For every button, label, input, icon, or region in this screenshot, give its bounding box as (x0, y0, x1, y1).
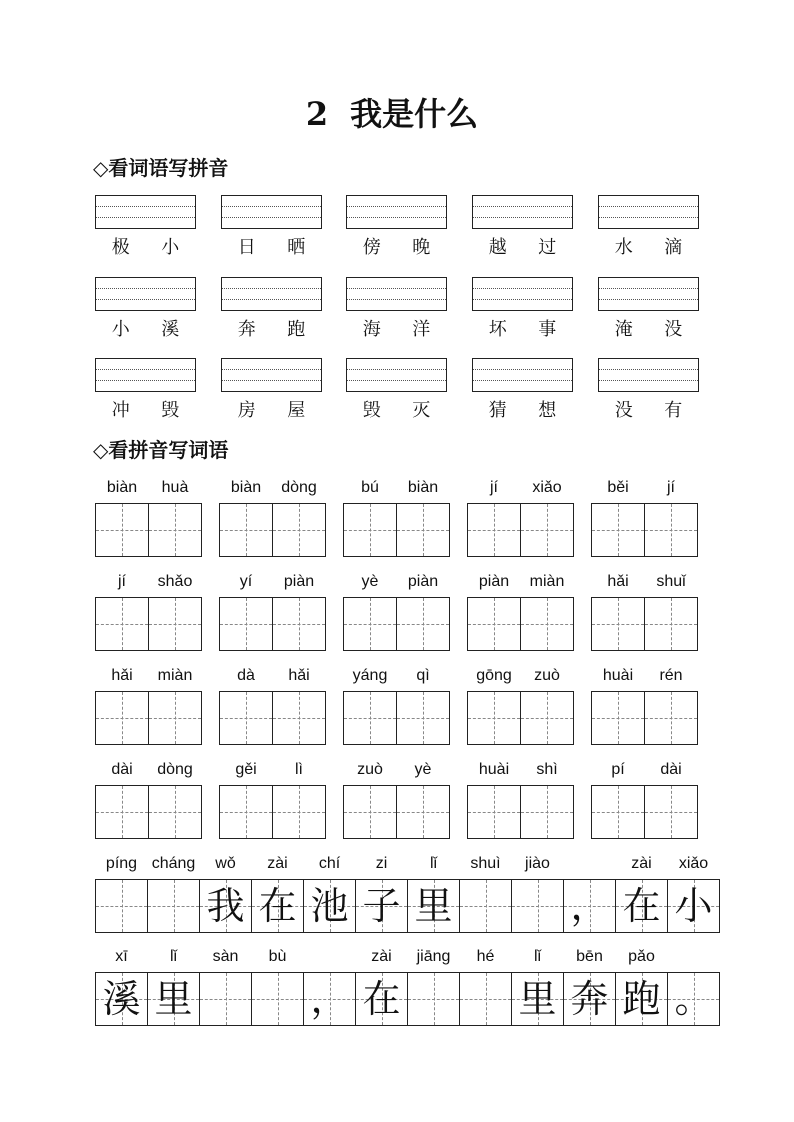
tianzige-cell (303, 855, 356, 933)
word-char: 没 (664, 319, 683, 340)
word-writing-grid (467, 479, 574, 557)
tianzige-cell[interactable] (343, 761, 397, 839)
tianzige-cell[interactable] (511, 855, 564, 933)
word-char: 猜 (488, 400, 507, 421)
pinyin-writing-box[interactable] (472, 195, 573, 258)
tianzige-cell[interactable] (148, 761, 202, 839)
pinyin-label: lǐ (429, 855, 438, 872)
word-writing-grid (591, 667, 698, 745)
word-writing-grid (467, 573, 574, 651)
pinyin-writing-box[interactable] (221, 277, 322, 340)
tianzige-cell[interactable] (343, 573, 397, 651)
word-char: 淹 (614, 319, 633, 340)
pinyin-label: yáng (352, 667, 388, 684)
tianzige-cell[interactable] (343, 667, 397, 745)
pinyin-label: chí (318, 855, 341, 872)
word-char: 过 (538, 237, 557, 258)
pinyin-label: biàn (230, 479, 262, 496)
tianzige-cell[interactable] (272, 573, 326, 651)
sentence-grid (95, 948, 720, 1026)
pinyin-label: sàn (212, 948, 239, 965)
word-char: 洋 (412, 319, 431, 340)
tianzige-cell[interactable] (459, 855, 512, 933)
tianzige-cell[interactable] (148, 573, 202, 651)
pinyin-label: biàn (407, 479, 439, 496)
word-writing-grid (95, 667, 202, 745)
sentence-char: 溪 (102, 977, 141, 1021)
sentence-char: 里 (154, 977, 193, 1021)
pinyin-writing-box[interactable] (95, 277, 196, 340)
tianzige-cell[interactable] (396, 573, 450, 651)
tianzige-cell (615, 948, 668, 1026)
pinyin-label: biàn (106, 479, 138, 496)
pinyin-label: huài (478, 761, 510, 778)
pinyin-label: zài (371, 948, 392, 965)
word-writing-grid (219, 761, 326, 839)
pinyin-label: piàn (478, 573, 510, 590)
sentence-char: 在 (362, 977, 401, 1021)
sentence-char: 里 (518, 977, 557, 1021)
tianzige-cell[interactable] (148, 479, 202, 557)
word-char: 溪 (161, 319, 180, 340)
sentence-char: 在 (258, 884, 297, 928)
word-writing-grid (591, 479, 698, 557)
tianzige-cell (355, 948, 408, 1026)
word-writing-grid (343, 573, 450, 651)
word-char: 日 (237, 237, 256, 258)
pinyin-label: hé (476, 948, 495, 965)
tianzige-cell[interactable] (219, 573, 273, 651)
word-writing-grid (219, 667, 326, 745)
pinyin-label: gōng (476, 667, 512, 684)
pinyin-label: piàn (407, 573, 439, 590)
tianzige-cell[interactable] (251, 948, 304, 1026)
pinyin-label: jí (490, 479, 498, 496)
tianzige-cell (615, 855, 668, 933)
word-char: 没 (614, 400, 633, 421)
tianzige-cell[interactable] (272, 479, 326, 557)
word-char: 毁 (161, 400, 180, 421)
pinyin-label: gěi (235, 761, 257, 778)
pinyin-label: dòng (281, 479, 317, 496)
word-char: 房 (237, 400, 256, 421)
pinyin-writing-box[interactable] (346, 195, 447, 258)
word-writing-grid (343, 479, 450, 557)
pinyin-label: běi (607, 479, 629, 496)
pinyin-writing-box[interactable] (598, 195, 699, 258)
word-char: 屋 (287, 400, 306, 421)
tianzige-cell[interactable] (272, 761, 326, 839)
pinyin-label: zuò (357, 761, 383, 778)
word-writing-grid (591, 761, 698, 839)
word-writing-grid (219, 573, 326, 651)
tianzige-cell[interactable] (396, 479, 450, 557)
word-writing-grid (219, 479, 326, 557)
tianzige-cell (563, 879, 616, 933)
pinyin-label: dài (111, 761, 133, 778)
pinyin-label: dòng (157, 761, 193, 778)
tianzige-cell[interactable] (95, 573, 149, 651)
pinyin-label: bú (361, 479, 379, 496)
tianzige-cell[interactable] (148, 667, 202, 745)
tianzige-cell[interactable] (467, 573, 521, 651)
word-writing-grid (95, 479, 202, 557)
tianzige-cell[interactable] (644, 573, 698, 651)
tianzige-cell[interactable] (644, 667, 698, 745)
tianzige-cell[interactable] (95, 667, 149, 745)
pinyin-label: shì (536, 761, 558, 778)
tianzige-cell[interactable] (396, 761, 450, 839)
word-char: 水 (614, 237, 633, 258)
pinyin-label: lì (295, 761, 303, 778)
tianzige-cell[interactable] (219, 667, 273, 745)
pinyin-label: wǒ (215, 855, 236, 872)
pinyin-writing-box[interactable] (346, 277, 447, 340)
pinyin-writing-box[interactable] (95, 358, 196, 421)
tianzige-cell (251, 855, 304, 933)
sentence-char: 小 (674, 884, 713, 928)
pinyin-label: yè (361, 573, 379, 590)
tianzige-cell (95, 948, 148, 1026)
tianzige-cell[interactable] (219, 761, 273, 839)
pinyin-writing-box[interactable] (346, 358, 447, 421)
word-writing-grid (343, 761, 450, 839)
pinyin-label: dà (237, 667, 255, 684)
word-writing-grid (95, 761, 202, 839)
word-char: 小 (111, 319, 130, 340)
tianzige-cell[interactable] (520, 667, 574, 745)
tianzige-cell[interactable] (591, 761, 645, 839)
tianzige-cell (667, 972, 720, 1026)
word-writing-grid (591, 573, 698, 651)
punctuation-mark: ， (570, 884, 609, 928)
word-char: 傍 (362, 237, 381, 258)
pinyin-writing-box[interactable] (221, 195, 322, 258)
tianzige-cell[interactable] (219, 479, 273, 557)
tianzige-cell (147, 948, 200, 1026)
sentence-char: 奔 (570, 977, 609, 1021)
tianzige-cell (563, 948, 616, 1026)
word-writing-grid (343, 667, 450, 745)
word-char: 晚 (412, 237, 431, 258)
pinyin-label: shuì (470, 855, 501, 872)
tianzige-cell[interactable] (95, 855, 148, 933)
pinyin-label: huà (161, 479, 189, 496)
pinyin-label: pí (611, 761, 625, 778)
word-char: 冲 (111, 400, 130, 421)
pinyin-writing-box[interactable] (95, 195, 196, 258)
tianzige-cell[interactable] (272, 667, 326, 745)
tianzige-cell (511, 948, 564, 1026)
sentence-char: 在 (622, 884, 661, 928)
lesson-number: 2 (305, 95, 329, 133)
section-heading-write-words: ◇看拼音写词语 (93, 438, 229, 462)
word-char: 滴 (664, 237, 683, 258)
pinyin-label: yè (414, 761, 432, 778)
pinyin-label: zài (267, 855, 288, 872)
pinyin-label: zi (375, 855, 388, 872)
word-char: 晒 (287, 237, 306, 258)
tianzige-cell[interactable] (591, 667, 645, 745)
word-char: 想 (538, 400, 557, 421)
sentence-char: 我 (206, 884, 245, 928)
pinyin-writing-box[interactable] (472, 277, 573, 340)
word-writing-grid (467, 761, 574, 839)
pinyin-label: lǐ (533, 948, 542, 965)
pinyin-label: zuò (534, 667, 560, 684)
word-char: 坏 (488, 319, 507, 340)
word-char: 极 (111, 237, 130, 258)
word-writing-grid (95, 573, 202, 651)
tianzige-cell[interactable] (591, 573, 645, 651)
word-char: 奔 (237, 319, 256, 340)
word-char: 灭 (412, 400, 431, 421)
pinyin-label: xiǎo (678, 855, 709, 872)
word-char: 小 (161, 237, 180, 258)
sentence-char: 跑 (622, 977, 661, 1021)
word-char: 事 (538, 319, 557, 340)
pinyin-label: shǎo (157, 573, 193, 590)
pinyin-label: miàn (157, 667, 193, 684)
pinyin-label: piàn (283, 573, 315, 590)
tianzige-cell[interactable] (520, 479, 574, 557)
pinyin-label: xī (115, 948, 128, 965)
tianzige-cell (407, 855, 460, 933)
word-char: 有 (664, 400, 683, 421)
pinyin-label: jiāng (416, 948, 451, 965)
section-heading-write-pinyin: ◇看词语写拼音 (93, 156, 229, 180)
tianzige-cell (355, 855, 408, 933)
pinyin-label: xiǎo (532, 479, 562, 496)
tianzige-cell[interactable] (644, 761, 698, 839)
tianzige-cell (199, 855, 252, 933)
pinyin-label: miàn (529, 573, 565, 590)
pinyin-label: jiào (525, 855, 550, 872)
pinyin-label: bù (268, 948, 287, 965)
tianzige-cell[interactable] (199, 948, 252, 1026)
tianzige-cell[interactable] (520, 761, 574, 839)
tianzige-cell[interactable] (644, 479, 698, 557)
pinyin-label: hǎi (607, 573, 629, 590)
punctuation-mark: ， (310, 977, 349, 1021)
sentence-grid (95, 855, 720, 933)
pinyin-label: bēn (576, 948, 603, 965)
word-char: 海 (362, 319, 381, 340)
word-writing-grid (467, 667, 574, 745)
tianzige-cell[interactable] (95, 761, 149, 839)
pinyin-writing-box[interactable] (598, 277, 699, 340)
tianzige-cell[interactable] (459, 948, 512, 1026)
tianzige-cell[interactable] (467, 667, 521, 745)
tianzige-cell[interactable] (343, 479, 397, 557)
pinyin-writing-box[interactable] (221, 358, 322, 421)
pinyin-label: dài (660, 761, 682, 778)
pinyin-label: yí (239, 573, 253, 590)
tianzige-cell[interactable] (591, 479, 645, 557)
pinyin-label: cháng (151, 855, 196, 872)
word-char: 越 (488, 237, 507, 258)
page-title (0, 94, 784, 134)
pinyin-label: jí (118, 573, 126, 590)
tianzige-cell[interactable] (407, 948, 460, 1026)
pinyin-label: hǎi (111, 667, 133, 684)
pinyin-label: lǐ (169, 948, 178, 965)
tianzige-cell (303, 972, 356, 1026)
pinyin-label: hǎi (288, 667, 310, 684)
tianzige-cell[interactable] (467, 479, 521, 557)
pinyin-label: zài (631, 855, 652, 872)
word-char: 毁 (362, 400, 381, 421)
pinyin-writing-box[interactable] (472, 358, 573, 421)
lesson-title: 我是什么 (350, 95, 479, 133)
pinyin-label: rén (659, 667, 683, 684)
tianzige-cell[interactable] (95, 479, 149, 557)
pinyin-label: pǎo (628, 948, 655, 965)
sentence-char: 子 (362, 884, 401, 928)
tianzige-cell[interactable] (396, 667, 450, 745)
pinyin-writing-box[interactable] (598, 358, 699, 421)
tianzige-cell[interactable] (147, 855, 200, 933)
punctuation-mark: 。 (674, 977, 713, 1021)
pinyin-label: huài (602, 667, 634, 684)
pinyin-label: qì (416, 667, 430, 684)
word-char: 跑 (287, 319, 306, 340)
sentence-char: 里 (414, 884, 453, 928)
pinyin-label: píng (105, 855, 138, 872)
pinyin-label: jí (667, 479, 675, 496)
tianzige-cell[interactable] (520, 573, 574, 651)
tianzige-cell (667, 855, 720, 933)
pinyin-label: shuǐ (656, 573, 686, 590)
sentence-char: 池 (310, 884, 349, 928)
tianzige-cell[interactable] (467, 761, 521, 839)
